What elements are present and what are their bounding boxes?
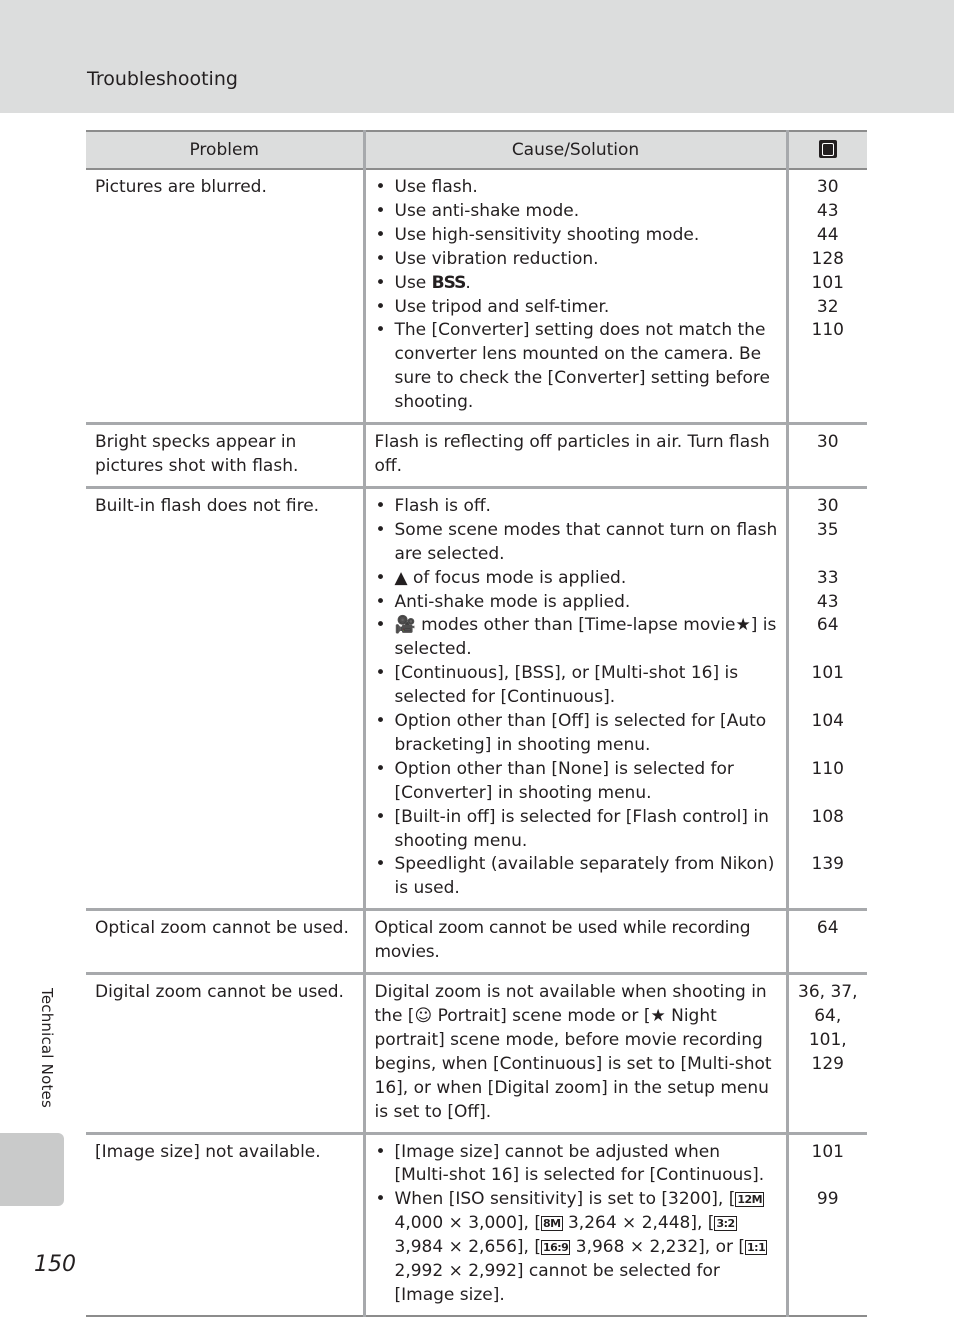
page-ref: 33 [816,567,839,588]
macro-mountain-icon: ▲ [394,567,408,588]
problem-cell: Digital zoom cannot be used. [86,974,364,1133]
column-header-problem: Problem [86,131,364,169]
table-row [86,169,867,424]
list-item: • Use vibration reduction. [375,248,778,272]
solution-cell [364,487,787,909]
list-item: • [Image size] cannot be adjusted when [Multi-shot 16] is selected for [Continuous]. [375,1141,778,1189]
solution-cell: Flash is reflecting off particles in air. Turn flash off. [364,424,787,488]
table-row [86,424,867,488]
list-item: • The [Converter] setting does not match the converter lens mounted on the camera. Be sure to check the [Converter] setting before shooting. [375,319,778,415]
list-item: • Anti-shake mode is applied. [375,591,778,615]
table-row [86,974,867,1133]
list-item: • When [ISO sensitivity] is set to [3200], [ 12M 4,000 × 3,000], [ 8M 3,264 × 2,448], [ 3:2 3,984 × 2,656], [ 16:9 3,968 × 2,232], or [ 1:1 2,992 × 2,992] cannot be selected for [Image size]. [375,1188,778,1308]
portrait-icon: ☺ [414,1006,433,1026]
table-row [86,910,867,974]
page-ref: 104 [811,711,844,732]
image-size-16-9-icon: 16:9 [542,1241,569,1255]
table-row [86,487,867,909]
list-item: • Option other than [Off] is selected for [Auto bracketing] in shooting menu. [375,710,778,758]
page-ref: 32 [816,296,839,317]
reference-cell: 64 [787,910,867,974]
list-item: • Use tripod and self-timer. [375,296,778,320]
list-item: • Use high-sensitivity shooting mode. [375,224,778,248]
table-row [86,1133,867,1316]
page-ref: 101 [811,272,844,293]
solution-cell [364,169,787,424]
page-number: 150 [34,1252,76,1277]
page-ref: 64, [814,1006,842,1026]
page-ref: 30 [816,495,839,516]
list-item: • 🎥 modes other than [Time-lapse movie★] is selected. [375,614,778,662]
column-header-reference [787,131,867,169]
page-ref: 128 [811,248,844,269]
list-item: • Speedlight (available separately from Nikon) is used. [375,853,778,901]
page-ref: 99 [816,1189,839,1210]
solution-list [375,1141,778,1308]
page-ref: 43 [816,591,839,612]
table-header-row [86,131,867,169]
problem-cell: Pictures are blurred. [95,177,267,197]
reference-cell [787,169,867,424]
page-ref: 139 [811,854,844,875]
page-ref: 101 [811,1141,844,1162]
reference-cell [787,974,867,1133]
solution-cell: Optical zoom cannot be used while recording movies. [364,910,787,974]
list-item: • Use flash. [375,176,778,200]
troubleshooting-table [86,130,867,1317]
solution-list [375,495,778,901]
night-portrait-icon: ★ [650,1006,666,1026]
problem-cell: [Image size] not available. [86,1133,364,1316]
page-ref: 43 [816,200,839,221]
section-title: Troubleshooting [87,68,238,90]
reference-cell [787,1133,867,1316]
image-size-12m-icon: 12M [737,1193,763,1207]
page-ref: 36, 37, [798,982,858,1003]
image-size-8m-icon: 8M [542,1217,561,1231]
page-ref: 110 [811,320,844,341]
page-ref: 129 [811,1053,844,1074]
reference-cell [787,487,867,909]
list-item: • Flash is off. [375,495,778,519]
solution-cell: Digital zoom is not available when shooting in the [☺ Portrait] scene mode or [★ Night portrait] scene mode, before movie recording begins, when [Continuous] is set to [Multi-shot 16], or when [Digital zoom] in the setup menu is set to [Off]. [364,974,787,1133]
page-ref: 35 [816,519,839,540]
page-ref: 110 [811,758,844,779]
list-item: • ▲ of focus mode is applied. [375,567,778,591]
list-item: • Option other than [None] is selected for [Converter] in shooting menu. [375,758,778,806]
page-ref: 64 [816,615,839,636]
list-item: • [Built-in off] is selected for [Flash control] in shooting menu. [375,806,778,854]
solution-list [375,176,778,415]
problem-cell: Bright specks appear in pictures shot with flash. [86,424,364,488]
list-item: • Use anti-shake mode. [375,200,778,224]
header-band [0,0,954,113]
column-header-solution: Cause/Solution [364,131,787,169]
section-tab [0,1133,64,1206]
reference-cell: 30 [787,424,867,488]
movie-camera-icon: 🎥 [394,615,416,636]
list-item: • Use BSS. [375,272,778,296]
page-ref: 101 [811,663,844,684]
page-ref: 108 [811,806,844,827]
solution-cell [364,1133,787,1316]
problem-cell: Optical zoom cannot be used. [86,910,364,974]
page-ref: 101, [808,1029,847,1050]
page-ref: 30 [816,177,839,197]
image-size-1-1-icon: 1:1 [747,1241,766,1255]
list-item: • Some scene modes that cannot turn on flash are selected. [375,519,778,567]
page-ref: 44 [816,224,839,245]
book-reference-icon [819,140,837,158]
image-size-3-2-icon: 3:2 [716,1217,735,1231]
problem-cell: Built-in flash does not fire. [86,487,364,909]
side-section-label: Technical Notes [38,988,56,1108]
list-item: • [Continuous], [BSS], or [Multi-shot 16] is selected for [Continuous]. [375,662,778,710]
bss-icon: BSS [431,272,466,293]
